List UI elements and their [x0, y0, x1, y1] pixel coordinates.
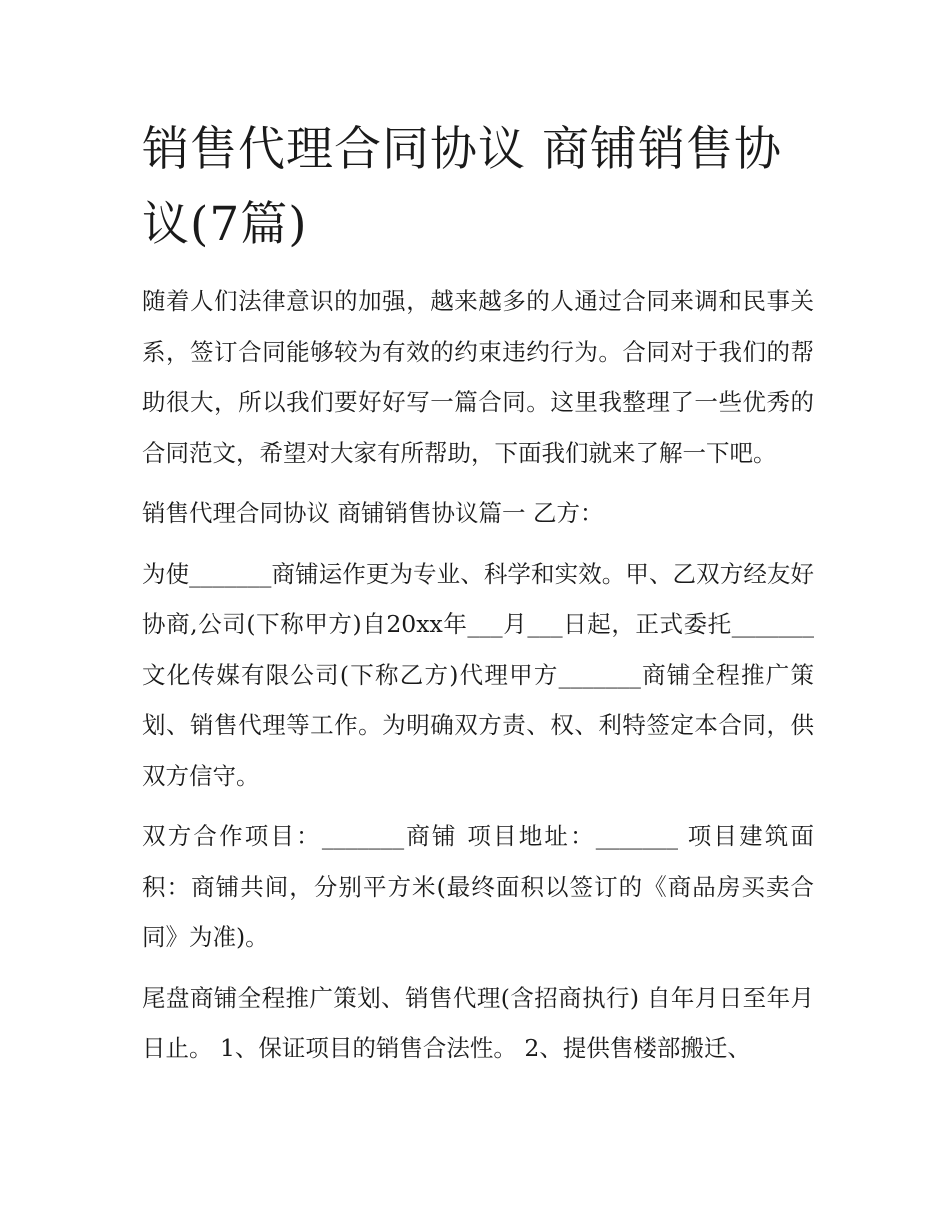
- document-page: [142, 112, 814, 1074]
- body-paragraph: 双方合作项目：_______商铺 项目地址：_______ 项目建筑面积：商铺共间，分别平方米(最终面积以签订的《商品房买卖合同》为准)。: [142, 822, 814, 951]
- body-paragraph: 为使_______商铺运作更为专业、科学和实效。甲、乙双方经友好协商,公司(下称甲方)自20xx年___月___日起，正式委托_______文化传媒有限公司(下称乙方)代理甲方_______商铺全程推广策划、销售代理等工作。为明确双方责、权、利特签定本合同，供双方信守。: [142, 559, 814, 790]
- intro-paragraph: 随着人们法律意识的加强，越来越多的人通过合同来调和民事关系，签订合同能够较为有效的约束违约行为。合同对于我们的帮助很大，所以我们要好好写一篇合同。这里我整理了一些优秀的合同范文，希望对大家有所帮助，下面我们就来了解一下吧。: [142, 287, 814, 467]
- section-heading: 销售代理合同协议 商铺销售协议篇一 乙方：: [142, 499, 604, 527]
- document-title: 销售代理合同协议 商铺销售协议(7篇): [142, 122, 782, 252]
- body-paragraph: 尾盘商铺全程推广策划、销售代理(含招商执行) 自年月日至年月日止。 1、保证项目的销售合法性。 2、提供售楼部搬迁、: [142, 983, 814, 1062]
